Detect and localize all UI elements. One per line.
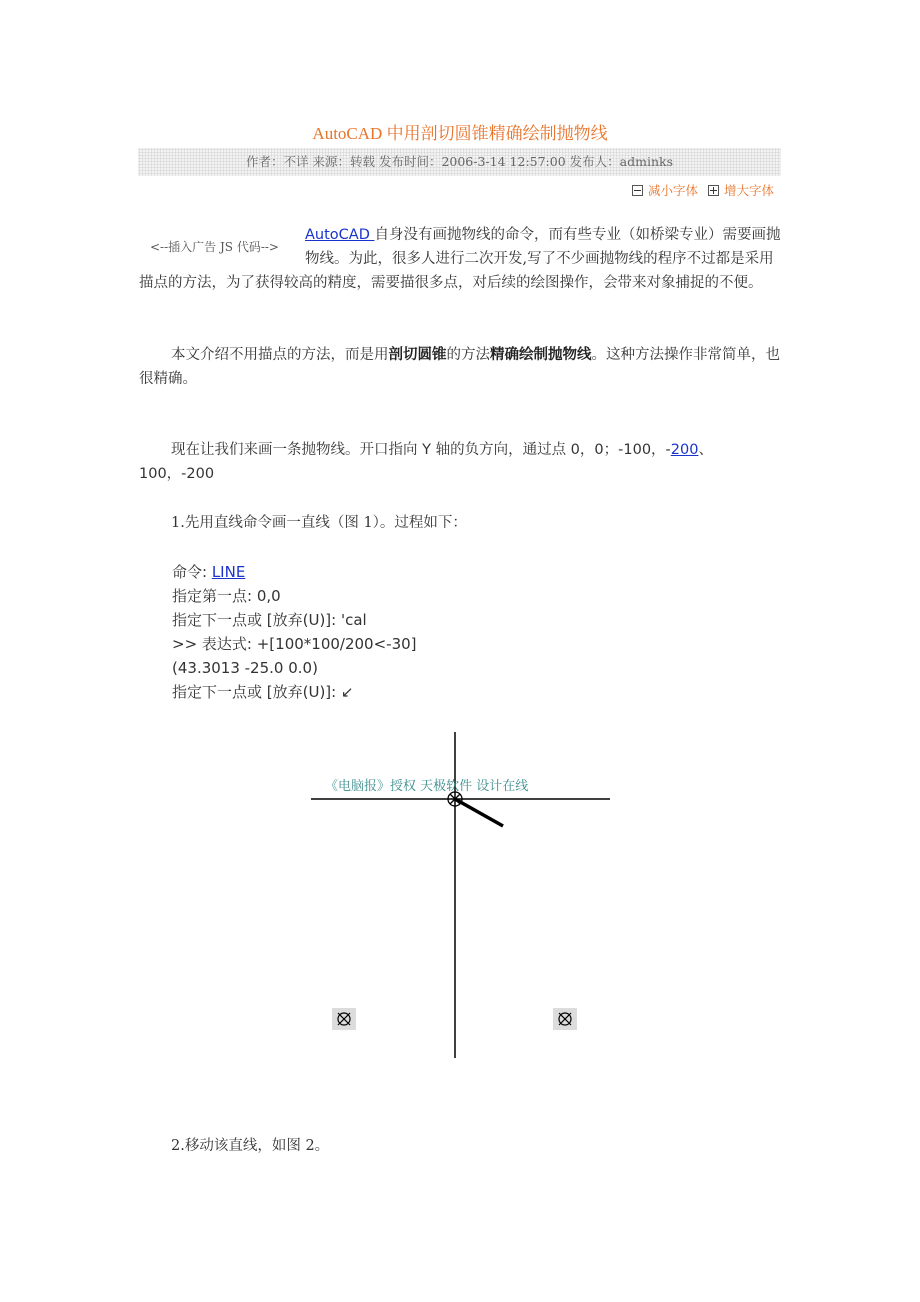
article-meta: 作者：不详 来源：转载 发布时间：2006-3-14 12:57:00 发布人：adminks (138, 148, 781, 176)
figure-1 (305, 728, 615, 1062)
command-line-1: 命令: LINE (172, 563, 246, 581)
step-1: 1.先用直线命令画一直线（图 1）。过程如下： (171, 515, 467, 531)
plus-box-icon (708, 185, 719, 196)
paragraph-points-text-b: 、100，-200 (139, 442, 713, 482)
command-line-6: 指定下一点或 [放弃(U)]: ↙ (172, 683, 354, 701)
increase-font-button[interactable] (708, 181, 774, 199)
paragraph-points (139, 438, 783, 486)
paragraph-method-text-b: 的方法 (446, 347, 490, 363)
command-log (172, 560, 417, 704)
decrease-font-button[interactable] (632, 181, 698, 199)
command-line-3: 指定下一点或 [放弃(U)]: 'cal (172, 611, 367, 629)
point-marker-right-icon (553, 1008, 577, 1030)
ad-placeholder: <--插入广告 JS 代码--> (150, 240, 279, 254)
step-2: 2.移动该直线，如图 2。 (171, 1138, 330, 1154)
paragraph-intro (139, 223, 783, 295)
decrease-font-label: 减小字体 (647, 183, 698, 198)
paragraph-method-bold-b: 精确绘制抛物线 (490, 346, 592, 363)
line-command-link[interactable]: LINE (211, 563, 246, 581)
paragraph-method (139, 343, 783, 391)
article-title: AutoCAD 中用剖切圆锥精确绘制抛物线 (312, 124, 608, 143)
paragraph-method-text-c: 。这种方法操作非常简单，也很精确。 (139, 347, 780, 387)
command-line-4: >> 表达式: +[100*100/200<-30] (172, 635, 417, 653)
paragraph-method-text-a: 本文介绍不用描点的方法，而是用 (171, 347, 389, 363)
paragraph-method-bold-a: 剖切圆锥 (388, 346, 447, 363)
command-line-2: 指定第一点: 0,0 (172, 587, 281, 605)
minus-box-icon (632, 185, 643, 196)
autocad-link[interactable]: AutoCAD (305, 227, 375, 243)
font-size-controls (632, 181, 774, 199)
value-200-link[interactable]: 200 (670, 442, 699, 458)
command-line-5: (43.3013 -25.0 0.0) (172, 659, 318, 677)
figure-watermark: 《电脑报》授权 天极软件 设计在线 (325, 779, 529, 794)
drawn-line (455, 799, 503, 826)
increase-font-label: 增大字体 (723, 183, 774, 198)
paragraph-intro-text: 自身没有画抛物线的命令，而有些专业（如桥梁专业）需要画抛物线。为此，很多人进行二次开发,写了不少画抛物线的程序不过都是采用描点的方法，为了获得较高的精度，需要描很多点，对后续的绘图操作，会带来对象捕捉的不便。 (139, 227, 781, 291)
paragraph-points-text: 现在让我们来画一条抛物线。开口指向 Y 轴的负方向，通过点 0，0；-100，- (171, 442, 671, 458)
point-marker-left-icon (332, 1008, 356, 1030)
